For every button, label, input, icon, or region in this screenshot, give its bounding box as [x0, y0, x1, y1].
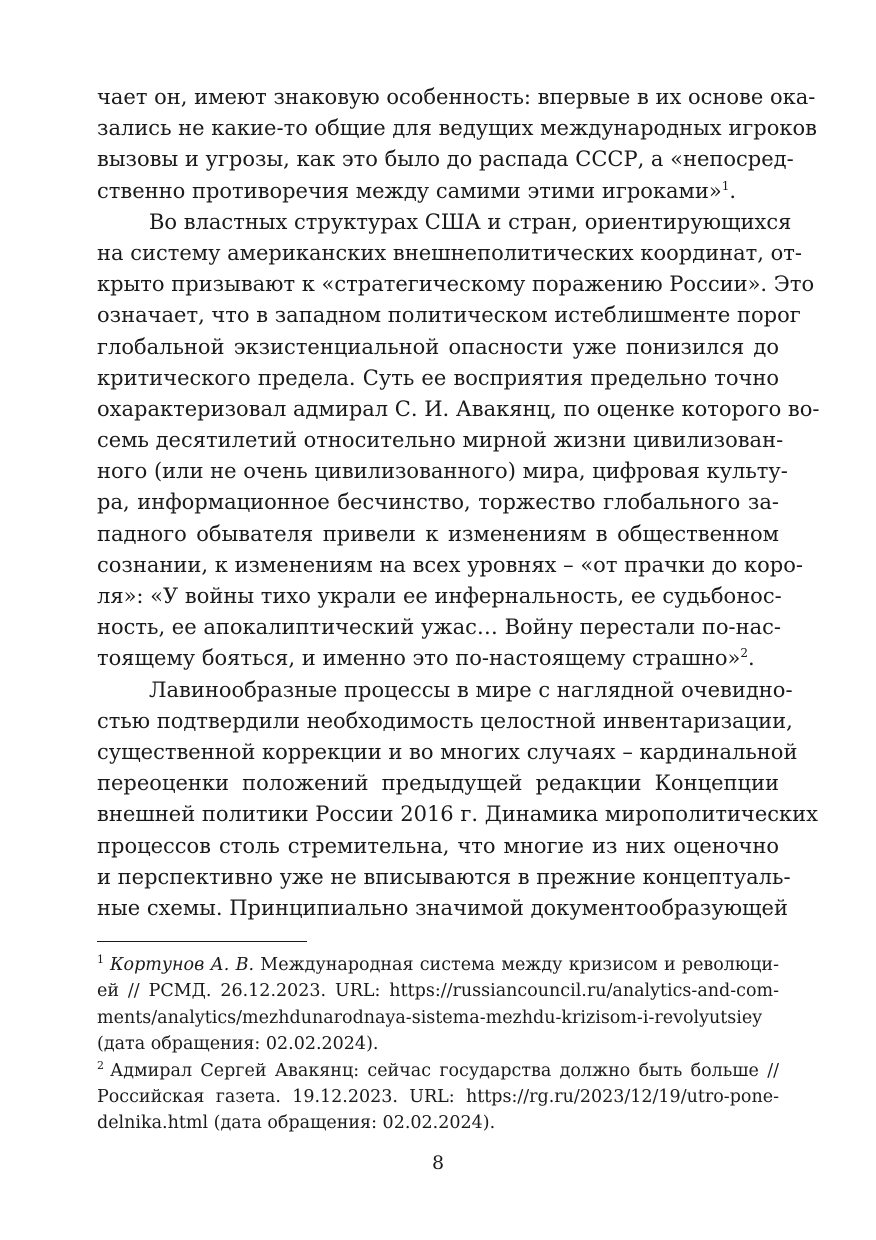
text-line: семь десятилетий относительно мирной жизни цивилизован-	[97, 428, 784, 453]
period: .	[748, 646, 755, 671]
footnote-ref-2[interactable]: 2	[740, 646, 749, 661]
text-line: зались не какие-то общие для ведущих международных игроков	[97, 116, 817, 141]
footnote-number: 2	[97, 1058, 104, 1072]
text-line: крыто призывают к «стратегическому поражению России». Это	[97, 272, 815, 297]
footnote-text: Международная система между кризисом и революци-	[260, 955, 779, 975]
text-line: ля»: «У войны тихо украли ее инфернальность, ее судьбонос-	[97, 584, 782, 608]
period: .	[729, 178, 737, 203]
text-line-with-footnote	[97, 176, 779, 207]
text-line: означает, что в западном политическом истеблишменте порог	[97, 303, 801, 328]
text-line: ность, ее апокалиптический ужас… Войну перестали по-нас-	[97, 615, 781, 640]
footnote-2	[97, 1058, 779, 1137]
footnote-line	[97, 1058, 779, 1084]
text-line: тоящему бояться, и именно это по-настоящему страшно»	[97, 646, 741, 671]
text-line: чает он, имеют знаковую особенность: впервые в их основе ока-	[97, 85, 816, 109]
text-line: процессов столь стремительна, что многие из них оценочно	[97, 833, 779, 858]
text-line: Во властных структурах США и стран, ориентирующихся	[149, 209, 792, 234]
text-line: на систему американских внешнеполитических координат, от-	[97, 240, 803, 265]
paragraph-3	[97, 675, 818, 925]
footnote-line: delnika.html (дата обращения: 02.02.2024).	[97, 1113, 496, 1134]
text-line: Лавинообразные процессы в мире с наглядной очевидно-	[149, 677, 793, 702]
footnote-author: Кортунов А. В.	[110, 955, 255, 975]
footnote-url-line[interactable]: ments/analytics/mezhdunarodnaya-sistema-mezhdu-krizisom-i-revolyutsiey	[97, 1007, 763, 1028]
footnote-ref-1[interactable]: 1	[721, 178, 730, 193]
text-line: вызовы и угрозы, как это было до распада СССР, а «непосред-	[97, 147, 794, 172]
main-text	[97, 82, 820, 924]
footnote-line: (дата обращения: 02.02.2024).	[97, 1034, 379, 1055]
footnotes	[97, 952, 779, 1137]
text-line: критического предела. Суть ее восприятия предельно точно	[97, 365, 779, 390]
text-line-with-footnote	[97, 643, 779, 674]
footnote-text: Адмирал Сергей Авакянц: сейчас государства должно быть больше //	[110, 1060, 779, 1081]
text-line: ные схемы. Принципиально значимой документообразующей	[97, 895, 788, 920]
text-line: внешней политики России 2016 г. Динамика мирополитических	[97, 802, 818, 827]
text-line: и перспективно уже не вписываются в прежние концептуаль-	[97, 864, 791, 889]
footnote-url-line[interactable]: Российская газета. 19.12.2023. URL: https://rg.ru/2023/12/19/utro-pone-	[97, 1086, 779, 1107]
text-line: охарактеризовал адмирал С. И. Авакянц, по оценке которого во-	[97, 396, 820, 421]
paragraph-1	[97, 82, 817, 207]
text-line: сознании, к изменениям на всех уровнях – «от прачки до коро-	[97, 552, 803, 577]
footnote-divider	[97, 941, 307, 942]
text-line: глобальной экзистенциальной опасности уже понизился до	[97, 334, 779, 359]
footnote-line	[97, 952, 779, 978]
text-line: ственно противоречия между самими этими игроками»	[97, 178, 722, 203]
paragraph-2	[97, 207, 820, 675]
text-line: ра, информационное бесчинство, торжество глобального за-	[97, 490, 779, 515]
footnote-line: ей // РСМД. 26.12.2023. URL: https://russiancouncil.ru/analytics-and-com-	[97, 981, 779, 1002]
text-line: падного обывателя привели к изменениям в общественном	[97, 521, 779, 546]
text-line: ного (или не очень цивилизованного) мира, цифровая культу-	[97, 459, 788, 484]
text-line: стью подтвердили необходимость целостной инвентаризации,	[97, 708, 793, 733]
footnote-number: 1	[97, 953, 104, 967]
footnote-1	[97, 952, 779, 1058]
text-line: переоценки положений предыдущей редакции Концепции	[97, 771, 779, 796]
text-line: существенной коррекции и во многих случаях – кардинальной	[97, 739, 798, 764]
page-number: 8	[431, 1152, 445, 1174]
